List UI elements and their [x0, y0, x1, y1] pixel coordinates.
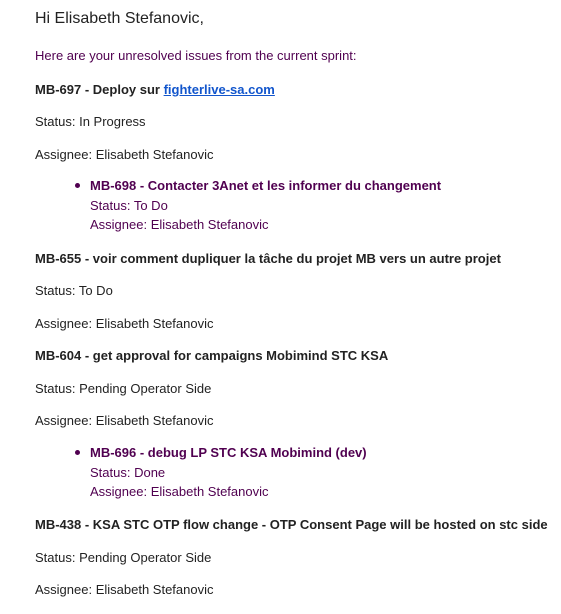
subtask-assignee: Assignee: Elisabeth Stefanovic [90, 484, 269, 499]
intro-text: Here are your unresolved issues from the current sprint: [35, 48, 357, 63]
bullet-icon [75, 183, 80, 188]
issue-title-mb-655: MB-655 - voir comment dupliquer la tâche du projet MB vers un autre projet [35, 251, 501, 266]
issue-title-mb-438: MB-438 - KSA STC OTP flow change - OTP Consent Page will be hosted on stc side [35, 517, 548, 532]
issue-assignee: Assignee: Elisabeth Stefanovic [35, 413, 214, 428]
issue-title-text: MB-697 - Deploy sur [35, 82, 164, 97]
issue-status: Status: Pending Operator Side [35, 381, 212, 396]
issue-assignee: Assignee: Elisabeth Stefanovic [35, 147, 214, 162]
issue-assignee: Assignee: Elisabeth Stefanovic [35, 582, 214, 597]
issue-link-fighterlive[interactable]: fighterlive-sa.com [163, 82, 275, 97]
issue-title-mb-604: MB-604 - get approval for campaigns Mobimind STC KSA [35, 348, 389, 363]
subtask-title: MB-698 - Contacter 3Anet et les informer du changement [90, 178, 442, 193]
issue-status: Status: Pending Operator Side [35, 550, 212, 565]
greeting: Hi Elisabeth Stefanovic, [35, 10, 204, 27]
subtask-list-item [90, 176, 441, 235]
issue-status: Status: In Progress [35, 114, 146, 129]
issue-title-mb-697 [35, 82, 275, 98]
subtask-title: MB-696 - debug LP STC KSA Mobimind (dev) [90, 445, 367, 460]
subtask-status: Status: Done [90, 464, 166, 480]
subtask-list-item [90, 443, 367, 502]
issue-assignee: Assignee: Elisabeth Stefanovic [35, 316, 214, 331]
subtask-assignee: Assignee: Elisabeth Stefanovic [90, 217, 269, 232]
subtask-status: Status: To Do [90, 197, 168, 213]
bullet-icon [75, 450, 80, 455]
issue-status: Status: To Do [35, 283, 113, 298]
